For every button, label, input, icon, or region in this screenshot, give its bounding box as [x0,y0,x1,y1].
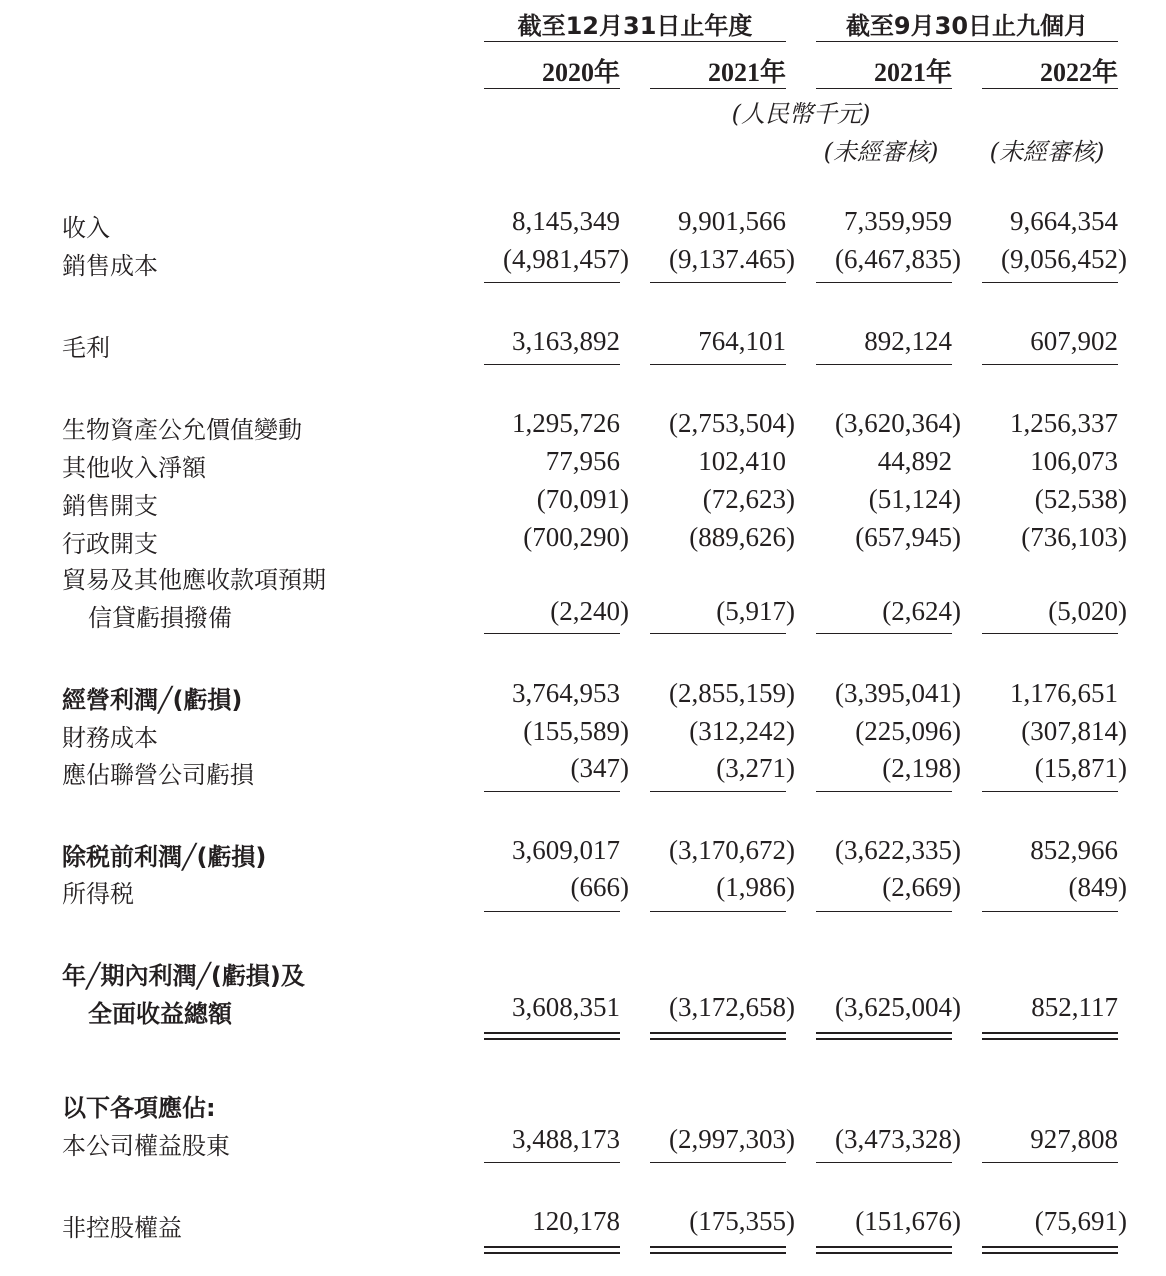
subtotal-underline [982,633,1118,634]
value-cell: (666) [570,872,629,902]
value-cell: 102,410 [698,446,786,476]
value-cell: (1,986) [716,872,795,902]
value-cell: 9,664,354 [1010,206,1118,236]
value-cell: (889,626) [689,522,795,552]
unaudited-note: (未經審核) [823,138,939,166]
value-cell: 852,966 [1030,835,1118,865]
value-cell: 764,101 [698,326,786,356]
value-cell: (9,056,452) [1001,244,1127,274]
row-label: 本公司權益股東 [62,1132,230,1160]
row-label: 銷售開支 [62,492,158,520]
row-label: 生物資產公允價值變動 [62,416,302,444]
value-cell: (2,198) [882,753,961,783]
year-underline [484,88,620,89]
row-label: 毛利 [62,334,110,362]
value-cell: (3,473,328) [835,1124,961,1154]
value-cell: 852,117 [1031,992,1118,1022]
value-cell: 9,901,566 [678,206,786,236]
total-double-underline [484,1246,620,1254]
subtotal-underline [982,282,1118,283]
value-cell: (51,124) [868,484,961,514]
subtotal-underline [484,1162,620,1163]
subtotal-underline [484,364,620,365]
value-cell: (155,589) [523,716,629,746]
total-double-underline [650,1246,786,1254]
row-label: 收入 [62,214,110,242]
year-underline [816,88,952,89]
subtotal-underline [484,633,620,634]
value-cell: (5,917) [716,596,795,626]
subtotal-underline [650,1162,786,1163]
subtotal-underline [816,282,952,283]
value-cell: (6,467,835) [835,244,961,274]
row-label-continued: 信貸虧損撥備 [88,604,232,632]
value-cell: (307,814) [1021,716,1127,746]
year-header: 2021年 [873,58,952,87]
total-double-underline [982,1246,1118,1254]
group-underline [484,41,786,42]
value-cell: (2,855,159) [669,678,795,708]
subtotal-underline [484,791,620,792]
subtotal-underline [816,791,952,792]
value-cell: (75,691) [1034,1206,1127,1236]
value-cell: (9,137.465) [669,244,795,274]
value-cell: (2,753,504) [669,408,795,438]
value-cell: (3,622,335) [835,835,961,865]
value-cell: (5,020) [1048,596,1127,626]
subtotal-underline [650,282,786,283]
period-header-nine-months: 截至9月30日止九個月 [845,12,1089,40]
value-cell: (3,620,364) [835,408,961,438]
value-cell: 7,359,959 [844,206,952,236]
value-cell: (2,240) [550,596,629,626]
value-cell: (2,624) [882,596,961,626]
value-cell: 3,608,351 [512,992,620,1022]
value-cell: (151,676) [855,1206,961,1236]
value-cell: (4,981,457) [503,244,629,274]
row-label: 除税前利潤╱(虧損) [62,843,267,871]
year-header: 2020年 [541,58,620,87]
subtotal-underline [982,1162,1118,1163]
unaudited-note: (未經審核) [989,138,1105,166]
value-cell: (3,625,004) [835,992,961,1022]
row-label: 貿易及其他應收款項預期 [62,566,326,594]
value-cell: (2,669) [882,872,961,902]
value-cell: (2,997,303) [669,1124,795,1154]
row-label: 經營利潤╱(虧損) [62,686,243,714]
value-cell: 44,892 [877,446,952,476]
value-cell: (849) [1068,872,1127,902]
subtotal-underline [650,791,786,792]
value-cell: 77,956 [545,446,620,476]
row-label: 年╱期內利潤╱(虧損)及 [62,962,305,990]
row-label: 所得税 [62,880,134,908]
value-cell: 8,145,349 [512,206,620,236]
value-cell: 1,176,651 [1010,678,1118,708]
year-underline [650,88,786,89]
total-double-underline [982,1032,1118,1040]
value-cell: 607,902 [1030,326,1118,356]
value-cell: (3,172,658) [669,992,795,1022]
value-cell: 1,295,726 [512,408,620,438]
value-cell: 3,163,892 [512,326,620,356]
period-header-annual: 截至12月31日止年度 [517,12,753,40]
value-cell: (3,271) [716,753,795,783]
subtotal-underline [816,633,952,634]
total-double-underline [650,1032,786,1040]
value-cell: (312,242) [689,716,795,746]
value-cell: (15,871) [1034,753,1127,783]
value-cell: (225,096) [855,716,961,746]
subtotal-underline [816,364,952,365]
row-label: 銷售成本 [62,252,158,280]
row-label: 應佔聯營公司虧損 [62,761,254,789]
row-label: 以下各項應佔: [62,1094,216,1122]
year-header: 2021年 [707,58,786,87]
row-label: 行政開支 [62,530,158,558]
value-cell: 120,178 [532,1206,620,1236]
value-cell: (657,945) [855,522,961,552]
subtotal-underline [484,282,620,283]
subtotal-underline [982,364,1118,365]
row-label: 財務成本 [62,724,158,752]
row-label: 其他收入淨額 [62,454,206,482]
subtotal-underline [816,911,952,912]
subtotal-underline [982,791,1118,792]
value-cell: (70,091) [536,484,629,514]
value-cell: 1,256,337 [1010,408,1118,438]
subtotal-underline [650,633,786,634]
row-label: 非控股權益 [62,1214,182,1242]
subtotal-underline [650,364,786,365]
value-cell: 3,764,953 [512,678,620,708]
value-cell: 106,073 [1030,446,1118,476]
row-label-continued: 全面收益總額 [88,1000,232,1028]
value-cell: (175,355) [689,1206,795,1236]
value-cell: (72,623) [702,484,795,514]
value-cell: (3,170,672) [669,835,795,865]
subtotal-underline [650,911,786,912]
value-cell: 3,488,173 [512,1124,620,1154]
group-underline [816,41,1118,42]
currency-note: (人民幣千元) [731,100,871,128]
value-cell: (700,290) [523,522,629,552]
value-cell: (3,395,041) [835,678,961,708]
value-cell: (347) [570,753,629,783]
value-cell: 3,609,017 [512,835,620,865]
value-cell: 927,808 [1030,1124,1118,1154]
year-underline [982,88,1118,89]
total-double-underline [816,1246,952,1254]
subtotal-underline [816,1162,952,1163]
year-header: 2022年 [1039,58,1118,87]
subtotal-underline [484,911,620,912]
total-double-underline [816,1032,952,1040]
value-cell: (736,103) [1021,522,1127,552]
total-double-underline [484,1032,620,1040]
subtotal-underline [982,911,1118,912]
value-cell: (52,538) [1034,484,1127,514]
value-cell: 892,124 [864,326,952,356]
